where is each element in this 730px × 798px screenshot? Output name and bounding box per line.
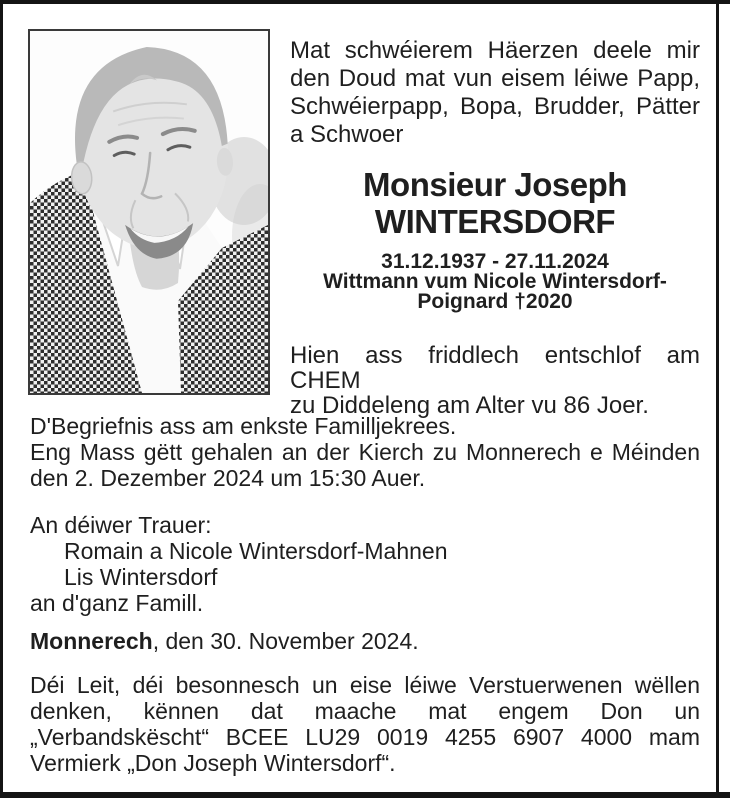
dateline-place: Monnerech (30, 628, 153, 654)
donation-paragraph (30, 672, 700, 776)
dateline-date: , den 30. November 2024. (152, 628, 419, 654)
donation-line-3: „Verbandskëscht“ BCEE LU29 0019 4255 6907 4000 mam (30, 724, 700, 750)
death-line-1: Hien ass friddlech entschlof am CHEM (290, 342, 700, 394)
frame-border-left (0, 0, 3, 798)
mourning-intro: An déiwer Trauer: (30, 512, 212, 538)
death-line-2: zu Diddeleng am Alter vu 86 Joer. (290, 392, 649, 419)
portrait-illustration (30, 31, 268, 393)
mourning-list (30, 512, 700, 616)
deceased-name-line-1: Monsieur Joseph (363, 166, 627, 203)
mourner-name-2: Lis Wintersdorf (64, 564, 218, 590)
birth-death-dates: 31.12.1937 - 27.11.2024 (381, 250, 609, 273)
dateline (30, 628, 700, 654)
widower-line-1: Wittmann vum Nicole Wintersdorf- (323, 270, 667, 293)
funeral-line-2: Eng Mass gëtt gehalen an der Kierch zu Monnerech e Méinden (30, 439, 700, 465)
portrait-photo (28, 29, 270, 395)
intro-paragraph (290, 37, 700, 149)
deceased-name-line-2: WINTERSDORF (374, 203, 616, 240)
frame-border-bottom (0, 792, 730, 798)
announcement-column (290, 37, 700, 418)
funeral-line-3: den 2. Dezember 2024 um 15:30 Auer. (30, 465, 426, 491)
donation-line-2: denken, kënnen dat maache mat engem Don un (30, 698, 700, 724)
donation-line-4: Vermierk „Don Joseph Wintersdorf“. (30, 750, 396, 776)
mourner-name-1: Romain a Nicole Wintersdorf-Mahnen (64, 538, 448, 564)
funeral-paragraph (30, 413, 700, 491)
intro-line-1: Mat schwéierem Häerzen deele mir (290, 37, 700, 64)
intro-line-2: den Doud mat vun eisem léiwe Papp, (290, 65, 700, 92)
mourning-outro: an d'ganz Famill. (30, 590, 204, 616)
intro-line-3: Schwéierpapp, Bopa, Brudder, Pätter (290, 93, 700, 120)
frame-border-right (716, 0, 719, 798)
widower-line-2: Poignard †2020 (417, 290, 573, 313)
intro-line-4: a Schwoer (290, 121, 404, 148)
body-text (30, 413, 700, 776)
death-paragraph (290, 343, 700, 418)
funeral-line-1: D'Begriefnis ass am enkste Familljekrees. (30, 413, 457, 439)
donation-line-1: Déi Leit, déi besonnesch un eise léiwe Verstuerwenen wëllen (30, 672, 700, 698)
frame-border-top (0, 0, 730, 4)
deceased-name (290, 166, 700, 240)
life-dates (290, 252, 700, 312)
